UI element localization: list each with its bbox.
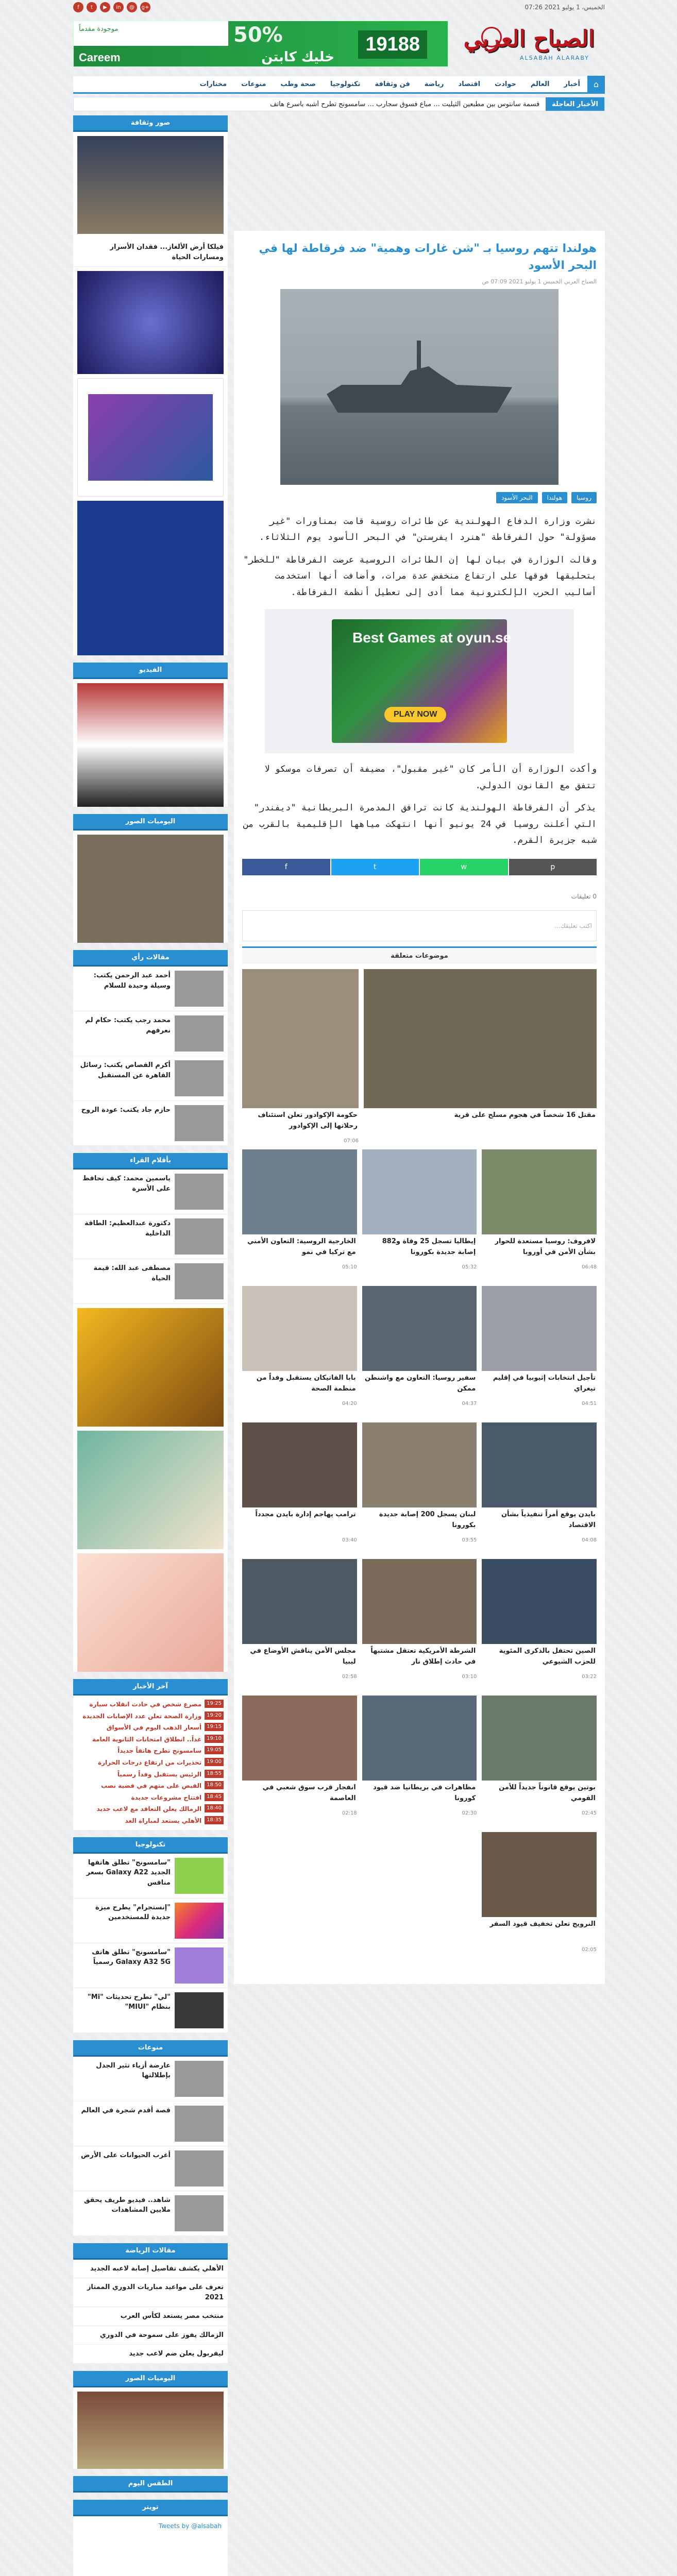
fruit-ad[interactable]: [77, 1308, 224, 1427]
author-avatar: [175, 1263, 224, 1299]
nav-item-culture[interactable]: فن وثقافة: [375, 80, 410, 88]
nav-item-economy[interactable]: اقتصاد: [458, 80, 481, 88]
related-image: [242, 1422, 357, 1507]
related-card[interactable]: [482, 1559, 597, 1690]
instagram-icon: [175, 1903, 224, 1939]
related-image: [362, 1696, 477, 1781]
latest-news-item[interactable]: [77, 1699, 224, 1710]
related-time: 03:55: [462, 1537, 477, 1544]
latest-news-title[interactable]: الأهلي يستعد لمباراة الغد: [125, 1817, 202, 1824]
share-bar: [242, 859, 597, 875]
author-avatar: [175, 971, 224, 1007]
top-bar: [73, 0, 605, 14]
related-image: [362, 1149, 477, 1234]
related-title[interactable]: لافروف: روسيا مستعدة للحوار بشأن الأمن في أوروبا: [495, 1238, 596, 1257]
related-card[interactable]: [242, 1559, 357, 1690]
nav-item-health[interactable]: صحة وطب: [280, 80, 316, 88]
related-image: [242, 1286, 357, 1371]
related-image: [362, 1422, 477, 1507]
beauty-ad[interactable]: [77, 1431, 224, 1549]
related-title[interactable]: بوتين يوقع قانوناً جديداً للأمن القومي: [499, 1784, 596, 1803]
twitter-share-button[interactable]: t: [331, 859, 419, 875]
related-title[interactable]: بايدن يوقع أمراً تنفيذياً بشأن الاقتصاد: [501, 1511, 596, 1530]
related-image: [242, 969, 359, 1108]
related-time: 02:05: [582, 1947, 597, 1953]
article-column: [234, 231, 605, 1984]
sports-item[interactable]: ليفربول يعلن ضم لاعب جديد: [73, 2345, 228, 2364]
latest-news-time: 18:35: [205, 1816, 224, 1824]
nav-item-accidents[interactable]: حوادث: [495, 80, 516, 88]
reader-title[interactable]: ياسمين محمد: كيف تحافظ على الأسرة: [82, 1175, 171, 1193]
ramadan-ad[interactable]: [77, 378, 224, 497]
latest-news-item[interactable]: [77, 1769, 224, 1781]
latest-news-item[interactable]: [77, 1722, 224, 1734]
related-time: 02:18: [342, 1810, 357, 1817]
related-image: [482, 1696, 597, 1781]
related-card[interactable]: [362, 1149, 477, 1281]
game-ad-title: Best Games at oyun.se: [352, 630, 512, 646]
related-title[interactable]: لبنان يسجل 200 إصابة جديدة بكورونا: [379, 1511, 476, 1530]
youtube-icon[interactable]: ▶: [100, 2, 110, 12]
sidebar-heading: تكنولوجيا: [73, 1837, 228, 1854]
related-card[interactable]: [242, 1286, 357, 1417]
latest-news-title[interactable]: مصرع شخص في حادث انقلاب سيارة: [89, 1701, 202, 1708]
skincare-ad[interactable]: [77, 1553, 224, 1672]
sidebar-heading: تويتر: [73, 2500, 228, 2516]
sidebar-box-tech: [73, 1837, 228, 2033]
misc-item[interactable]: [73, 2191, 228, 2236]
opinion-title[interactable]: أكرم القصاص يكتب: رسائل القاهرة عن المستقبل: [80, 1061, 171, 1079]
misc-title[interactable]: أغرب الحيوانات على الأرض: [81, 2151, 171, 2159]
sidebar-box-weather: [73, 2476, 228, 2493]
related-card[interactable]: [482, 1286, 597, 1417]
tag-russia[interactable]: روسيا: [571, 492, 597, 503]
related-image: [362, 1559, 477, 1644]
sidebar-box-daily-photos: [73, 814, 228, 943]
related-image: [364, 969, 597, 1108]
sidebar-box-twitter: [73, 2500, 228, 2576]
twitter-icon[interactable]: t: [87, 2, 97, 12]
related-title[interactable]: الخارجية الروسية: التعاون الأمني مع تركيا في نمو: [247, 1238, 356, 1257]
article-paragraph: وأكدت الوزارة أن الأمر كان "غير مقبول"، مضيفة أن تصرفات موسكو لا تتفق مع القانون الدولي.: [264, 764, 597, 791]
site-logo[interactable]: [461, 21, 605, 67]
related-card[interactable]: [242, 1696, 357, 1827]
sidebar-box-readers: [73, 1153, 228, 1672]
opinion-title[interactable]: محمد رجب يكتب: حكام لم نعرفهم: [85, 1016, 171, 1035]
top-social-links: [73, 2, 150, 12]
reader-title[interactable]: دكتورة عبدالعظيم: الطاقة الداخلية: [84, 1219, 171, 1238]
ticker-text[interactable]: قسمة سانتوس بين مطبعين الثيليت ... مباع فسوق سجارب ... سامسونج تطرح أشبه بأسرع هاتف: [270, 100, 540, 108]
related-time: 06:48: [582, 1264, 597, 1270]
sidebar-heading: مقالات رأي: [73, 950, 228, 967]
related-image: [482, 1832, 597, 1917]
tech-thumb: [175, 1947, 224, 1984]
related-card[interactable]: [482, 1832, 597, 1963]
related-time: 03:10: [462, 1674, 477, 1680]
latest-news-item[interactable]: [77, 1745, 224, 1757]
nav-item-tech[interactable]: تكنولوجيا: [330, 80, 361, 88]
sidebar-heading: صور وثقافة: [73, 115, 228, 132]
latest-news-time: 18:45: [205, 1793, 224, 1801]
misc-thumb: [175, 2150, 224, 2187]
author-avatar: [175, 1015, 224, 1052]
tech-thumb: [175, 1858, 224, 1894]
comment-input[interactable]: اكتب تعليقك...: [242, 910, 597, 941]
whatsapp-share-button[interactable]: w: [420, 859, 508, 875]
site-header: [73, 15, 605, 72]
related-card[interactable]: [362, 1696, 477, 1827]
author-avatar: [175, 1174, 224, 1210]
latest-news-title[interactable]: سامسونج تطرح هاتفاً جديداً: [117, 1747, 202, 1755]
latest-news-time: 19:00: [205, 1758, 224, 1766]
related-time: 02:45: [582, 1810, 597, 1817]
article-hero-image: [280, 289, 558, 485]
sidebar-box-opinions: [73, 950, 228, 1146]
related-heading: موضوعات متعلقة: [242, 946, 597, 964]
sidebar-box-misc: [73, 2040, 228, 2236]
tag-black-sea[interactable]: البحر الأسود: [496, 492, 538, 503]
linkedin-icon[interactable]: in: [113, 2, 124, 12]
related-card[interactable]: [482, 1149, 597, 1281]
tech-title[interactable]: "سامسونج" تطلق هاتف Galaxy A32 5G رسمياً: [92, 1948, 171, 1967]
breaking-news-ticker: [73, 97, 605, 111]
prayer-ad[interactable]: [77, 501, 224, 655]
related-title[interactable]: الصين تحتفل بالذكرى المئوية للحزب الشيوعي: [499, 1647, 596, 1666]
author-avatar: [175, 1105, 224, 1141]
sidebar-box-latest: [73, 1679, 228, 1830]
facebook-icon[interactable]: f: [73, 2, 83, 12]
related-time: 02:30: [462, 1810, 477, 1817]
latest-news-item[interactable]: [77, 1815, 224, 1827]
author-avatar: [175, 1218, 224, 1255]
current-date: الخميس، 1 يوليو 2021 07:26: [524, 4, 605, 11]
sidebar-heading: الطقس اليوم: [73, 2476, 228, 2493]
misc-thumb: [175, 2195, 224, 2231]
article-paragraph: وقالت الوزارة في بيان لها إن الطائرات الروسية عرضت الفرقاطة "للخطر" بتحليقها فوقها على ارتفاع منخفض عدة مرات، وأضافت أنها استخدمت أساليب الحرب الإلكترونية مما أدى إلى تعطيل أنظمة الفرقاطة.: [243, 554, 597, 598]
sidebar-heading: آخر الأخبار: [73, 1679, 228, 1696]
ticker-label: الأخبار العاجلة: [546, 97, 604, 111]
related-title[interactable]: تأجيل انتخابات إثيوبيا في إقليم تيغراي: [493, 1374, 596, 1393]
opinion-item[interactable]: [73, 1056, 228, 1101]
related-time: 05:10: [342, 1264, 357, 1270]
related-title[interactable]: مظاهرات في بريطانيا ضد قيود كورونا: [373, 1784, 476, 1803]
tech-title[interactable]: "إنستجرام" يطرح ميزة جديدة للمستخدمين: [95, 1903, 171, 1922]
related-title[interactable]: بابا الفاتيكان يستقبل وفداً من منظمة الصحة: [256, 1374, 356, 1393]
latest-news-list: [73, 1696, 228, 1830]
tech-item[interactable]: [73, 1899, 228, 1943]
latest-news-item[interactable]: [77, 1803, 224, 1815]
tech-title[interactable]: "لي" تطرح تحديثات "Mi" بنظام "MIUI": [87, 1993, 171, 2011]
related-image: [242, 1559, 357, 1644]
related-title[interactable]: انفجار قرب سوق شعبي في العاصمة: [262, 1784, 356, 1803]
related-time: 04:37: [462, 1401, 477, 1407]
sidebar-box-photos: [73, 115, 228, 655]
ad-phone-number: 19188: [358, 30, 427, 59]
latest-news-time: 18:40: [205, 1804, 224, 1812]
misc-thumb: [175, 2106, 224, 2142]
sidebar: [73, 115, 228, 2576]
latest-news-item[interactable]: [77, 1734, 224, 1745]
related-image: [362, 1286, 477, 1371]
nav-item-world[interactable]: العالم: [530, 80, 550, 88]
comments-count: 0 تعليقات: [571, 893, 597, 901]
related-title[interactable]: حكومة الإكوادور تعلن استئناف رحلاتها إلى الإكوادور: [258, 1111, 358, 1130]
tech-item[interactable]: [73, 1988, 228, 2033]
home-icon[interactable]: ⌂: [587, 76, 605, 93]
latest-news-item[interactable]: [77, 1780, 224, 1792]
sidebar-heading: الفيديو: [73, 663, 228, 679]
misc-title[interactable]: شاهد.. فيديو طريف يحقق ملايين المشاهدات: [83, 2196, 171, 2214]
related-time: 03:40: [342, 1537, 357, 1544]
latest-news-time: 19:10: [205, 1735, 224, 1743]
sidebar-image[interactable]: [77, 271, 224, 374]
latest-news-item[interactable]: [77, 1792, 224, 1804]
article-paragraph: نشرت وزارة الدفاع الهولندية عن طائرات روسية قامت بمناورات "غير مسؤولة" حول الفرقاطة "هنرد ايفرستن" في البحر الأسود يوم الثلاثاء.: [259, 516, 597, 543]
related-card[interactable]: [362, 1422, 477, 1554]
misc-item[interactable]: [73, 2057, 228, 2102]
nav-item-sports[interactable]: رياضة: [424, 80, 444, 88]
related-card[interactable]: [242, 1149, 357, 1281]
reader-item[interactable]: [73, 1170, 228, 1214]
email-icon[interactable]: @: [127, 2, 137, 12]
related-card[interactable]: [364, 969, 597, 1139]
sports-item[interactable]: الزمالك يفوز على سموحة في الدوري: [73, 2326, 228, 2345]
sidebar-box-daily-photos-2: [73, 2371, 228, 2469]
latest-news-item[interactable]: [77, 1757, 224, 1769]
author-avatar: [175, 1060, 224, 1096]
opinion-item[interactable]: [73, 1101, 228, 1146]
latest-news-time: 19:15: [205, 1723, 224, 1731]
related-featured-row: [234, 964, 605, 1144]
latest-news-title[interactable]: الزمالك يعلن التعاقد مع لاعب جديد: [96, 1805, 202, 1813]
article-paragraph: يذكر أن الفرقاطة الهولندية كانت ترافق المدمرة البريطانية "ديفندر" التي أعلنت روسيا في 24 يونيو أنها انتهكت مياهها الإقليمية بالقرب من شبه جزيرة القرم.: [243, 803, 597, 845]
sports-item[interactable]: تعرف على مواعيد مباريات الدوري الممتاز 2021: [73, 2278, 228, 2307]
reader-item[interactable]: [73, 1259, 228, 1304]
related-image: [482, 1286, 597, 1371]
sidebar-box-video: [73, 663, 228, 807]
opinion-title[interactable]: حازم جاد يكتب: عودة الروح: [81, 1106, 171, 1114]
daily-photo[interactable]: [77, 835, 224, 943]
latest-news-time: 18:50: [205, 1781, 224, 1789]
sports-item[interactable]: منتخب مصر يستعد لكأس العرب: [73, 2307, 228, 2326]
article-ad[interactable]: [265, 609, 574, 753]
misc-item[interactable]: [73, 2146, 228, 2191]
nav-item-misc[interactable]: منوعات: [241, 80, 266, 88]
twitter-embed-link[interactable]: Tweets by @alsabah: [158, 2522, 222, 2530]
article-title: هولندا تتهم روسيا بـ "شن غارات وهمية" ضد فرقاطة لها في البحر الأسود: [259, 242, 597, 272]
opinion-item[interactable]: [73, 967, 228, 1011]
related-time: 04:20: [342, 1401, 357, 1407]
daily-photo[interactable]: [77, 2392, 224, 2469]
google-plus-icon[interactable]: g+: [140, 2, 150, 12]
play-now-button[interactable]: PLAY NOW: [384, 707, 446, 722]
related-title[interactable]: سفير روسيا: التعاون مع واشنطن ممكن: [365, 1374, 476, 1393]
related-title[interactable]: ترامب يهاجم إدارة بايدن مجدداً: [255, 1511, 356, 1519]
opinion-title[interactable]: أحمد عبد الرحمن يكتب: وسيلة وحيدة للسلام: [93, 972, 171, 990]
tag-netherlands[interactable]: هولندا: [542, 492, 567, 503]
ship-mast: [417, 341, 421, 371]
logo-tagline: ALSABAH ALARABY: [519, 55, 589, 61]
ad-slogan: خليك كابتن: [261, 49, 334, 65]
latest-news-title[interactable]: غداً.. انطلاق امتحانات الثانوية العامة: [92, 1735, 202, 1743]
misc-thumb: [175, 2061, 224, 2097]
sidebar-image[interactable]: [77, 136, 224, 234]
related-image: [482, 1422, 597, 1507]
sports-item[interactable]: الأهلي يكشف تفاصيل إصابة لاعبه الجديد: [73, 2260, 228, 2279]
latest-news-title[interactable]: الرئيس يستقبل وفداً رسمياً: [117, 1770, 202, 1778]
latest-news-title[interactable]: تحذيرات من ارتفاع درجات الحرارة: [98, 1758, 202, 1766]
latest-news-title[interactable]: افتتاح مشروعات جديدة: [131, 1793, 202, 1801]
latest-news-title[interactable]: القبض على متهم في قضية نصب: [100, 1782, 202, 1790]
sidebar-heading: منوعات: [73, 2040, 228, 2057]
nav-item-news[interactable]: أخبار: [564, 80, 580, 88]
sidebar-heading: مقالات الرياضة: [73, 2243, 228, 2260]
facebook-share-button[interactable]: f: [242, 859, 330, 875]
main-nav: [73, 76, 605, 94]
related-time: 04:08: [582, 1537, 597, 1544]
misc-title[interactable]: قصة أقدم شجرة في العالم: [81, 2106, 171, 2114]
sidebar-box-sports: [73, 2243, 228, 2364]
content-area: [73, 115, 605, 2576]
latest-news-title[interactable]: وزارة الصحة تعلن عدد الإصابات الجديدة: [82, 1712, 202, 1720]
related-card[interactable]: [362, 1559, 477, 1690]
misc-title[interactable]: عارضة أزياء تثير الجدل بإطلالتها: [96, 2061, 171, 2080]
related-image: [482, 1149, 597, 1234]
latest-news-title[interactable]: أسعار الذهب اليوم في الأسواق: [106, 1724, 202, 1732]
nav-item-selected[interactable]: مختارات: [199, 80, 227, 88]
latest-news-time: 19:05: [205, 1746, 224, 1754]
ad-percent: 50%: [233, 23, 283, 47]
related-title[interactable]: مجلس الأمن يناقش الأوضاع في ليبيا: [250, 1647, 356, 1666]
video-thumb[interactable]: [77, 683, 224, 807]
related-image: [242, 1696, 357, 1781]
related-image: [242, 1149, 357, 1234]
latest-news-item[interactable]: [77, 1710, 224, 1722]
header-ad-banner[interactable]: [73, 21, 448, 67]
related-title[interactable]: النرويج تعلن تخفيف قيود السفر: [489, 1920, 596, 1928]
opinion-item[interactable]: [73, 1011, 228, 1056]
frigate-shape: [327, 366, 512, 413]
tech-item[interactable]: [73, 1943, 228, 1988]
latest-news-time: 19:25: [205, 1700, 224, 1708]
latest-news-time: 18:55: [205, 1770, 224, 1778]
related-time: 03:22: [582, 1674, 597, 1680]
related-title[interactable]: الشرطة الأمريكية تعتقل مشتبهاً في حادث إطلاق نار: [370, 1647, 476, 1666]
sidebar-heading: اليوميات الصور: [73, 2371, 228, 2387]
latest-news-time: 19:20: [205, 1711, 224, 1720]
sidebar-heading: اليوميات الصور: [73, 814, 228, 831]
reader-item[interactable]: [73, 1214, 228, 1259]
related-card[interactable]: [362, 1286, 477, 1417]
related-time: 02:58: [342, 1674, 357, 1680]
related-time: 07:06: [344, 1138, 359, 1144]
ad-brand: Careem: [79, 51, 121, 64]
logo-text: الصباح العربي: [463, 26, 595, 52]
related-time: 05:32: [462, 1264, 477, 1270]
related-title[interactable]: مقتل 16 شخصاً في هجوم مسلح على قرية: [454, 1111, 596, 1120]
tech-thumb: [175, 1992, 224, 2028]
related-card[interactable]: [482, 1422, 597, 1554]
tech-item[interactable]: [73, 1854, 228, 1899]
related-card[interactable]: [242, 1422, 357, 1554]
misc-item[interactable]: [73, 2102, 228, 2146]
related-card[interactable]: [242, 969, 359, 1144]
related-title[interactable]: إيطاليا تسجل 25 وفاة و882 إصابة جديدة بكورونا: [382, 1238, 476, 1257]
related-grid: [234, 1144, 605, 1969]
print-button[interactable]: p: [509, 859, 597, 875]
article-meta: الصباح العربي الخميس 1 يوليو 2021 07:09 ص: [482, 278, 597, 285]
related-time: 04:51: [582, 1401, 597, 1407]
sidebar-heading: بأقلام القراء: [73, 1153, 228, 1170]
tech-title[interactable]: "سامسونج" تطلق هاتفها الجديد Galaxy A22 بسعر منافس: [86, 1858, 171, 1887]
ad-small-text: موجودة مقدماً: [79, 25, 119, 33]
reader-title[interactable]: مصطفى عبد الله: قيمة الحياة: [93, 1264, 171, 1282]
article-tags: [234, 485, 605, 511]
sidebar-caption[interactable]: فيلكا أرض الألغاز... فقدان الأسرار ومسارات الحياة: [73, 238, 228, 267]
related-image: [482, 1559, 597, 1644]
related-card[interactable]: [482, 1696, 597, 1827]
